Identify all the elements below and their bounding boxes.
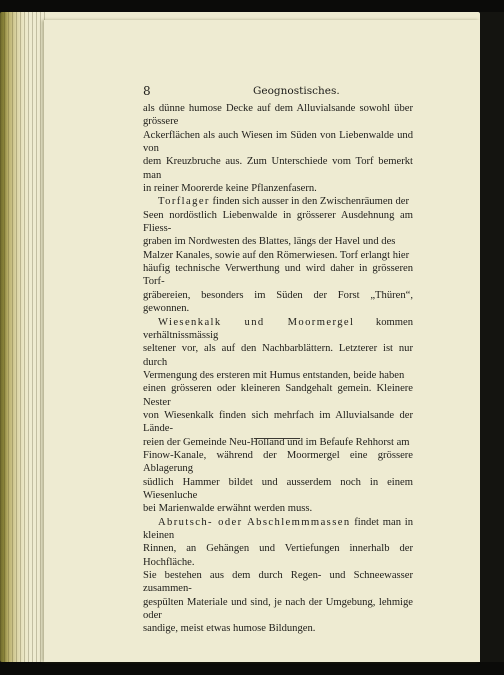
- paragraph-text: finden sich ausser in den Zwischenräumen der Seen nordöstlich Liebenwalde in grösserer Ausdehnung am Fliess- graben im Nordwesten des Blattes, längs der Havel und des Malzer Kanales, sowie auf den Römerwiesen. Torf erlangt hier häufig technische Verwerthung und wird daher in grösseren Torf- gräbereien, besonders im Süden der Forst „Thüren“, gewonnen.: [143, 196, 413, 315]
- page-stack-lines: [0, 12, 46, 662]
- paragraph-text: kommen verhältnissmässig seltener vor, als auf den Nachbarblättern. Letzterer ist nur durch Vermengung des ersteren mit Humus entstanden, beide haben einen grösseren oder kleineren Sandgehalt gemein. Kleinere Nester von Wiesenkalk finden sich mehrfach im Alluvialsande der Lände- reien der Gemeinde Neu-Holland und im Befaufe Rehhorst am Finow-Kanale, während der Moormergel eine grössere Ablagerung südlich Hammer bildet und ausserdem noch in einem Wiesenluche bei Marienwalde erwähnt werden muss.: [143, 316, 413, 515]
- paragraph-lead-term: Abrutsch- oder Abschlemmmassen: [158, 516, 351, 528]
- paragraph: [143, 102, 413, 195]
- body-text: [143, 102, 413, 636]
- running-head: Geognostisches.: [253, 85, 340, 97]
- paragraph-lead-term: Wiesenkalk und Moormergel: [158, 316, 355, 328]
- section-end-rule: [254, 438, 300, 439]
- paragraph: [143, 516, 413, 636]
- paragraph: [143, 195, 413, 315]
- paragraph: [143, 316, 413, 516]
- background-edge: [480, 12, 504, 662]
- paragraph-lead-term: Torflager: [158, 196, 210, 208]
- paragraph-text: als dünne humose Decke auf dem Alluvialsande sowohl über grössere Ackerflächen als auch Wiesen im Süden von Liebenwalde und von dem Kreuzbruche aus. Zum Unterschiede vom Torf bemerkt man in reiner Moorerde keine Pflanzenfasern.: [143, 103, 413, 195]
- paragraph-text: findet man in kleinen Rinnen, an Gehängen und Vertiefungen innerhalb der Hochfläche. Sie bestehen aus dem durch Regen- und Schneewasser zusammen- gespülten Materiale und sind, je nach der Umgebung, lehmige oder sandige, meist etwas humose Bildungen.: [143, 516, 413, 635]
- page-number: 8: [143, 84, 151, 98]
- page-header: [143, 84, 413, 100]
